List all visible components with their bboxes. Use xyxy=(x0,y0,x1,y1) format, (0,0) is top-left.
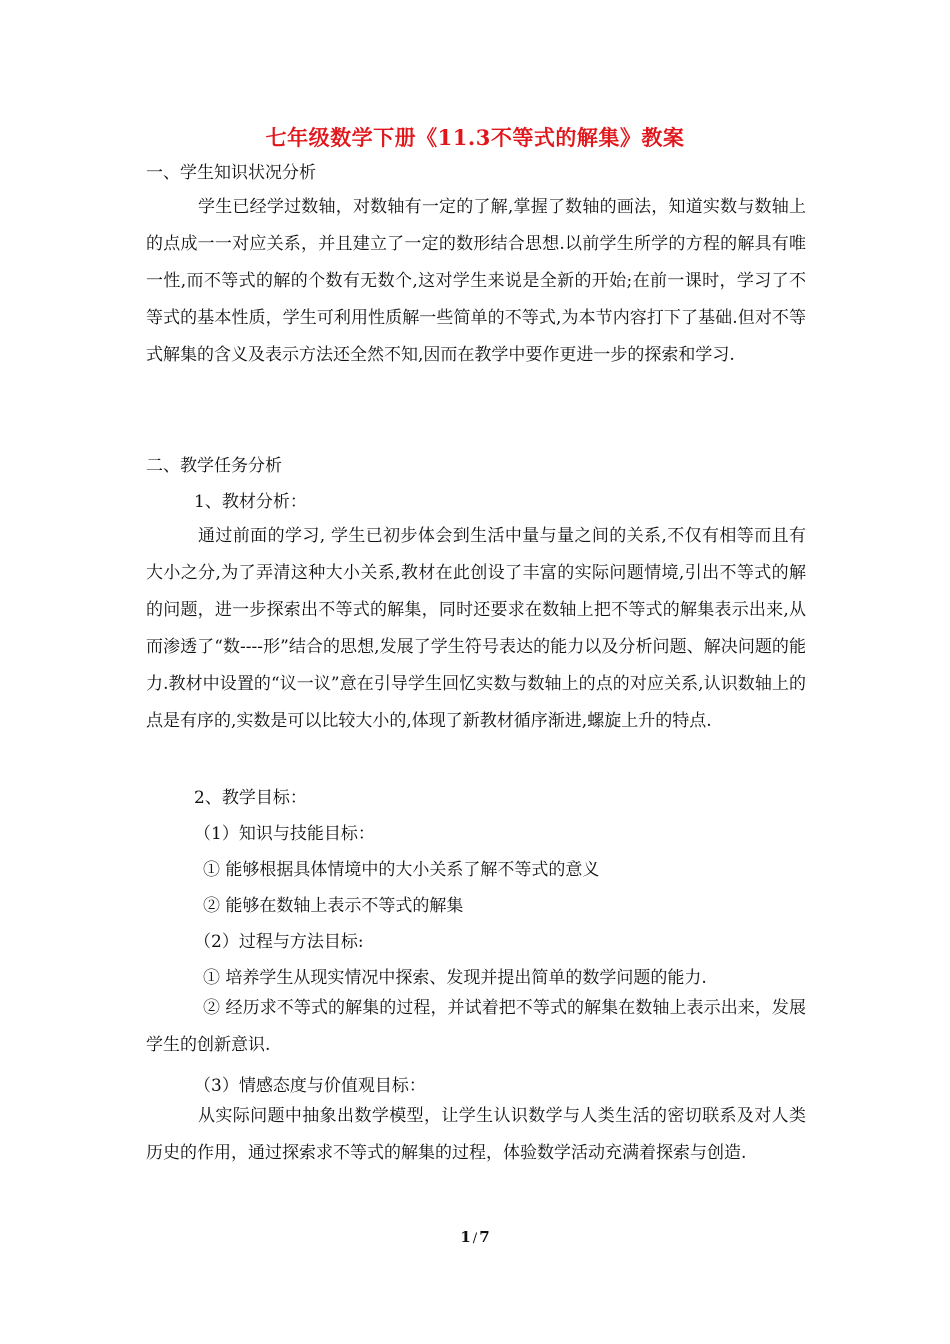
page-separator: / xyxy=(472,1231,478,1246)
goal-1-heading: （1）知识与技能目标： xyxy=(194,824,375,844)
goal-2-item-2: ② 经历求不等式的解集的过程，并试着把不等式的解集在数轴上表示出来，发展学生的创新意识. xyxy=(146,998,806,1055)
document-title: 七年级数学下册《11.3不等式的解集》教案 xyxy=(265,125,685,150)
page-number xyxy=(0,1228,950,1246)
section-1-paragraph xyxy=(146,189,806,374)
current-page: 1 xyxy=(460,1228,471,1246)
goal-3-paragraph xyxy=(146,1098,806,1172)
subsection-2-heading: 2、教学目标： xyxy=(194,788,307,808)
paragraph-text: 从实际问题中抽象出数学模型，让学生认识数学与人类生活的密切联系及对人类历史的作用，通过探索求不等式的解集的过程，体验数学活动充满着探索与创造. xyxy=(146,1106,806,1163)
total-pages: 7 xyxy=(479,1228,490,1246)
goal-2-item-2-block xyxy=(146,990,806,1064)
goal-2-item-1: ① 培养学生从现实情况中探索、发现并提出简单的数学问题的能力. xyxy=(203,968,707,988)
subsection-1-heading: 1、教材分析： xyxy=(194,492,307,512)
paragraph-text: 通过前面的学习, 学生已初步体会到生活中量与量之间的关系,不仅有相等而且有大小之分,为了弄清这种大小关系,教材在此创设了丰富的实际问题情境,引出不等式的解的问题，进一步探索出不等式的解集，同时还要求在数轴上把不等式的解集表示出来,从而渗透了“数----形”结合的思想,发展了学生符号表达的能力以及分析问题、解决问题的能力.教材中设置的“议一议”意在引导学生回忆实数与数轴上的点的对应关系,认识数轴上的点是有序的,实数是可以比较大小的,体现了新教材循序渐进,螺旋上升的特点. xyxy=(146,526,806,731)
goal-1-item-2: ② 能够在数轴上表示不等式的解集 xyxy=(203,896,464,916)
goal-2-heading: （2）过程与方法目标: xyxy=(194,932,364,952)
section-1-heading: 一、学生知识状况分析 xyxy=(146,163,316,183)
paragraph-text: 学生已经学过数轴，对数轴有一定的了解,掌握了数轴的画法，知道实数与数轴上的点成一一对应关系，并且建立了一定的数形结合思想.以前学生所学的方程的解具有唯一性,而不等式的解的个数有无数个,这对学生来说是全新的开始;在前一课时，学习了不等式的基本性质，学生可利用性质解一些简单的不等式,为本节内容打下了基础.但对不等式解集的含义及表示方法还全然不知,因而在教学中要作更进一步的探索和学习. xyxy=(146,197,806,365)
goal-3-heading: （3）情感态度与价值观目标： xyxy=(194,1076,426,1096)
goal-1-item-1: ① 能够根据具体情境中的大小关系了解不等式的意义 xyxy=(203,860,600,880)
subsection-1-paragraph xyxy=(146,518,806,740)
section-2-heading: 二、教学任务分析 xyxy=(146,456,282,476)
